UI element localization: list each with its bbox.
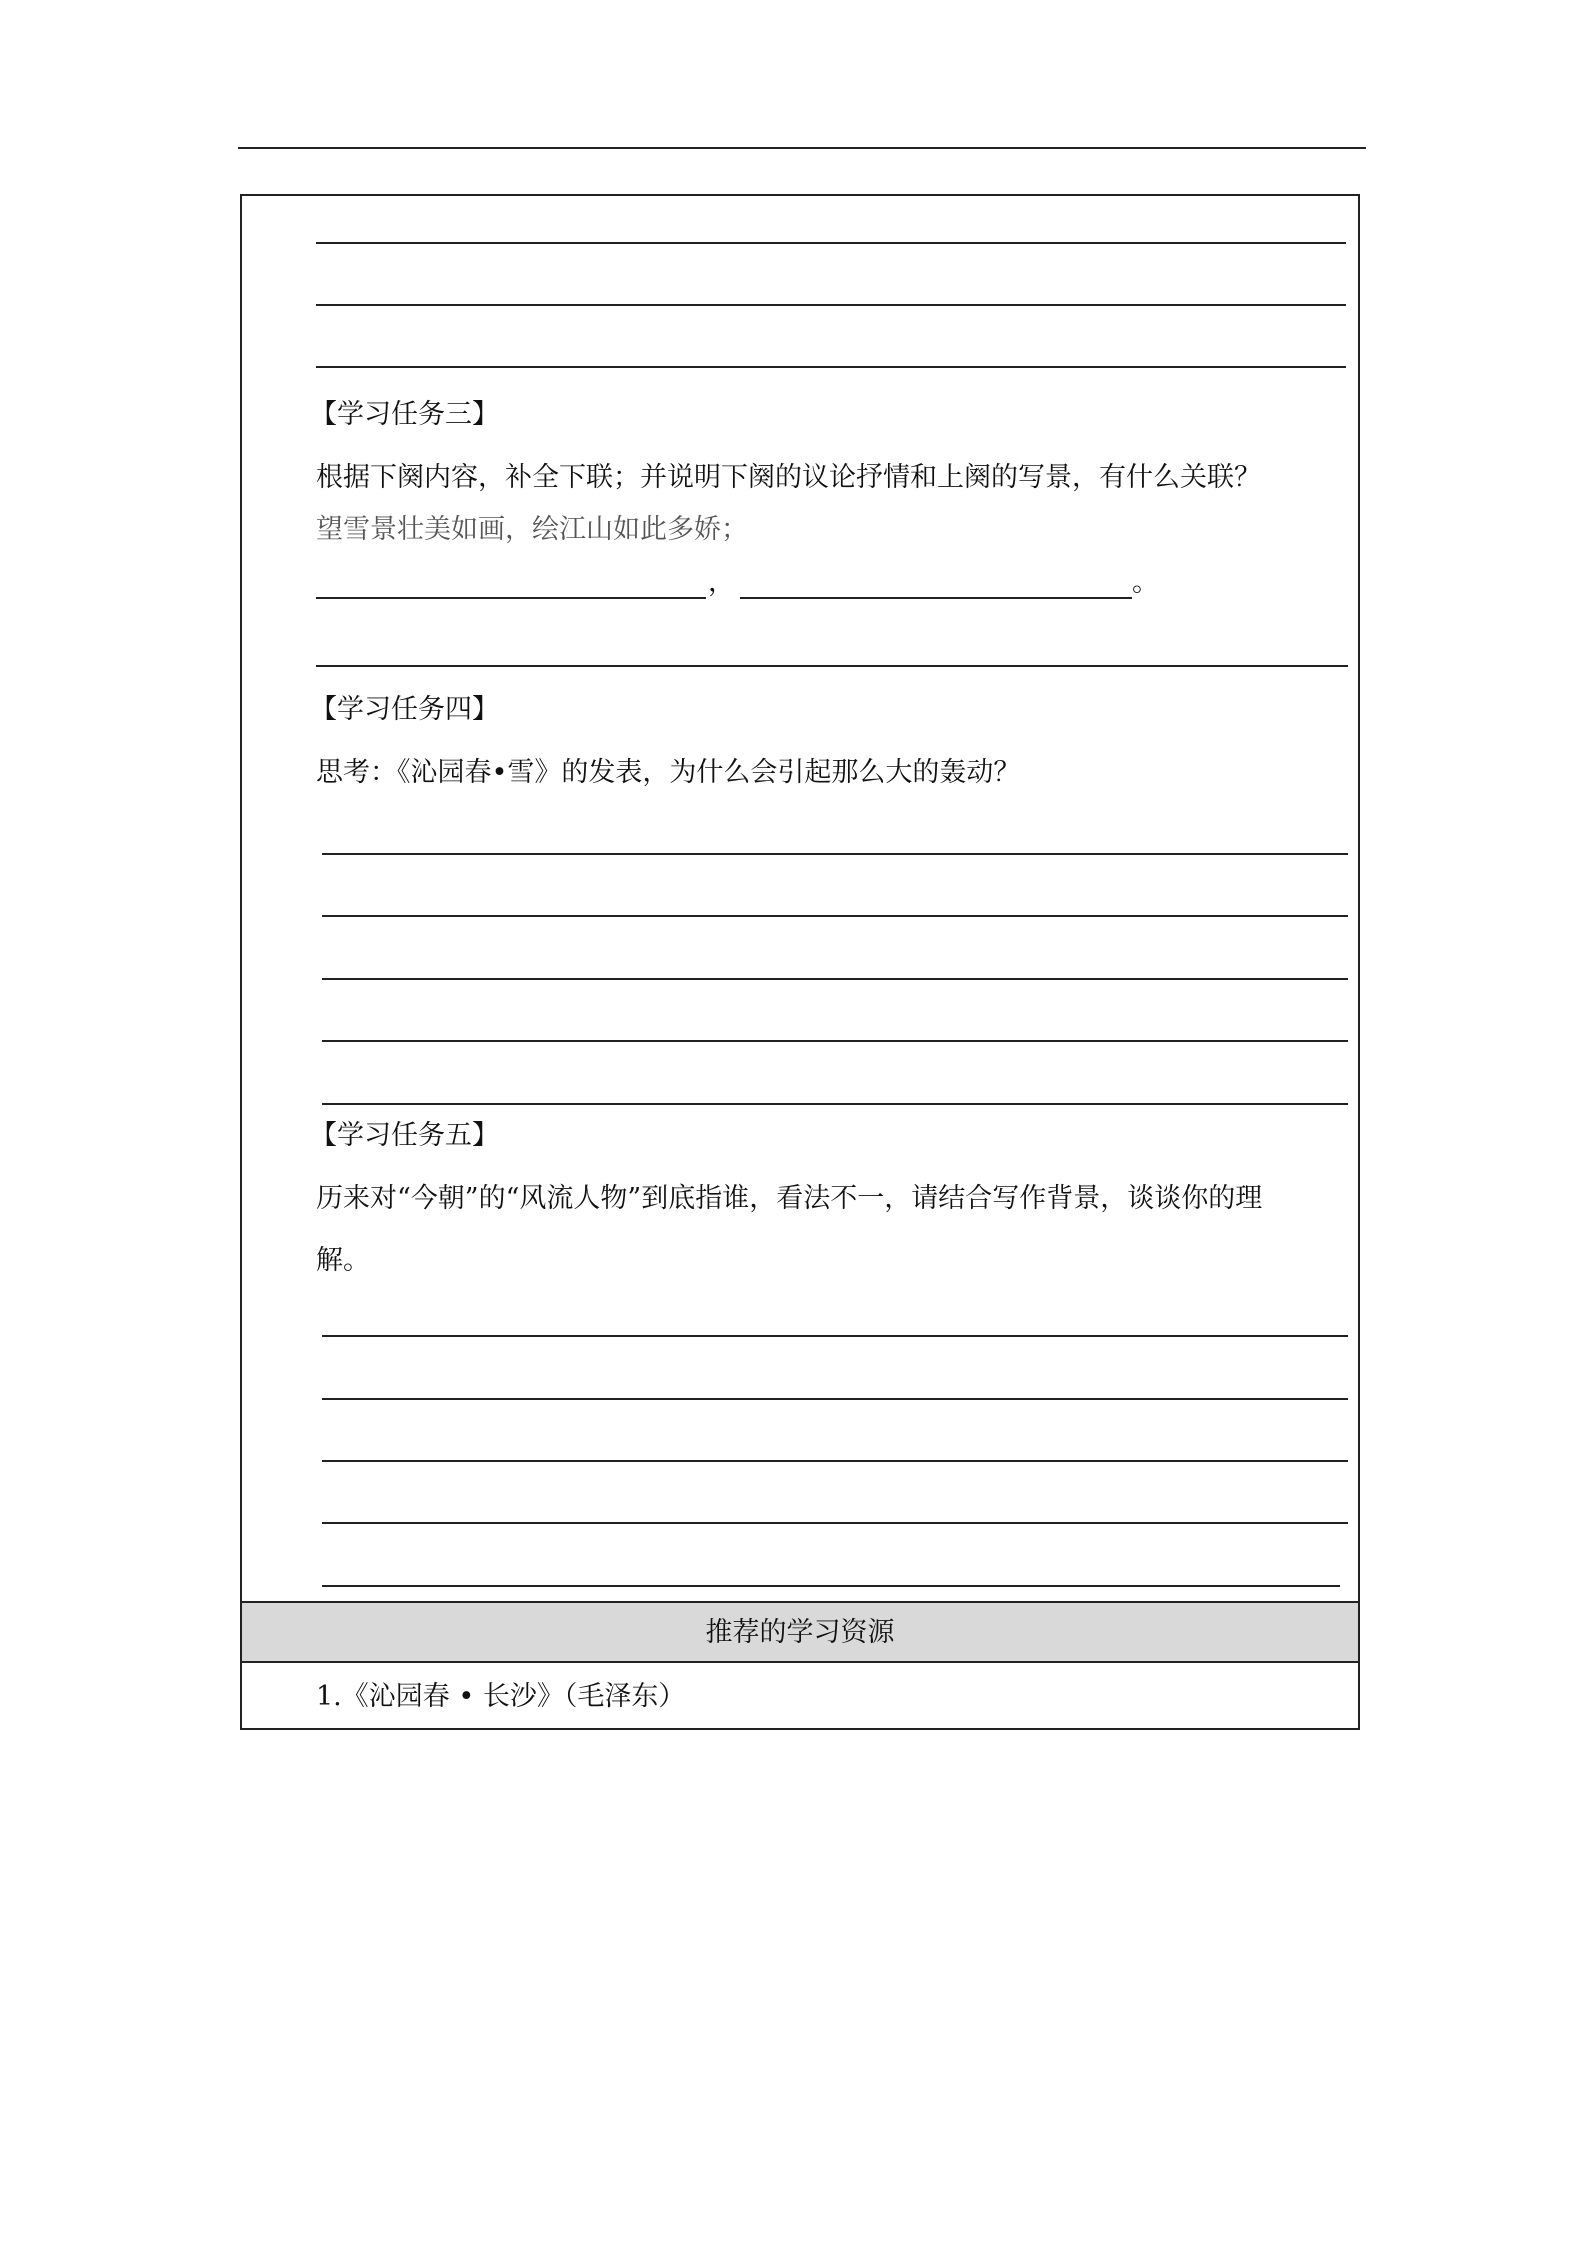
answer-line[interactable] [316, 665, 1348, 667]
task4-prompt: 思考：《沁园春•雪》的发表，为什么会引起那么大的轰动？ [316, 757, 1021, 788]
couplet-blank-2[interactable] [740, 597, 1132, 599]
answer-line[interactable] [316, 242, 1346, 244]
answer-line[interactable] [322, 1398, 1348, 1400]
answer-line[interactable] [322, 978, 1348, 980]
couplet-blank-1[interactable] [316, 597, 706, 599]
resources-header [242, 1601, 1358, 1663]
task5-heading: 【学习任务五】 [310, 1120, 499, 1151]
task3-prompt: 根据下阕内容，补全下联；并说明下阕的议论抒情和上阕的写景，有什么关联？ [316, 462, 1261, 493]
task4-heading: 【学习任务四】 [310, 694, 499, 725]
resource-item: 1.《沁园春 • 长沙》（毛泽东） [316, 1681, 686, 1712]
answer-line[interactable] [322, 853, 1348, 855]
answer-line[interactable] [322, 1103, 1348, 1105]
answer-line[interactable] [316, 366, 1346, 368]
page-header-rule [238, 147, 1366, 149]
answer-line[interactable] [322, 1460, 1348, 1462]
couplet-comma: ， [708, 567, 735, 598]
task5-prompt-line2: 解。 [316, 1245, 370, 1276]
task3-given-line: 望雪景壮美如画，绘江山如此多娇； [316, 514, 748, 545]
answer-line[interactable] [322, 1040, 1348, 1042]
answer-line[interactable] [322, 915, 1348, 917]
task3-heading: 【学习任务三】 [310, 399, 499, 430]
resources-title: 推荐的学习资源 [705, 1617, 895, 1648]
task5-prompt-line1: 历来对“今朝”的“风流人物”到底指谁，看法不一，请结合写作背景，谈谈你的理 [316, 1183, 1263, 1214]
answer-line[interactable] [322, 1522, 1348, 1524]
worksheet-table [240, 194, 1360, 1730]
answer-line[interactable] [316, 304, 1346, 306]
couplet-period: 。 [1132, 567, 1159, 598]
answer-line[interactable] [322, 1335, 1348, 1337]
answer-line[interactable] [322, 1585, 1340, 1587]
